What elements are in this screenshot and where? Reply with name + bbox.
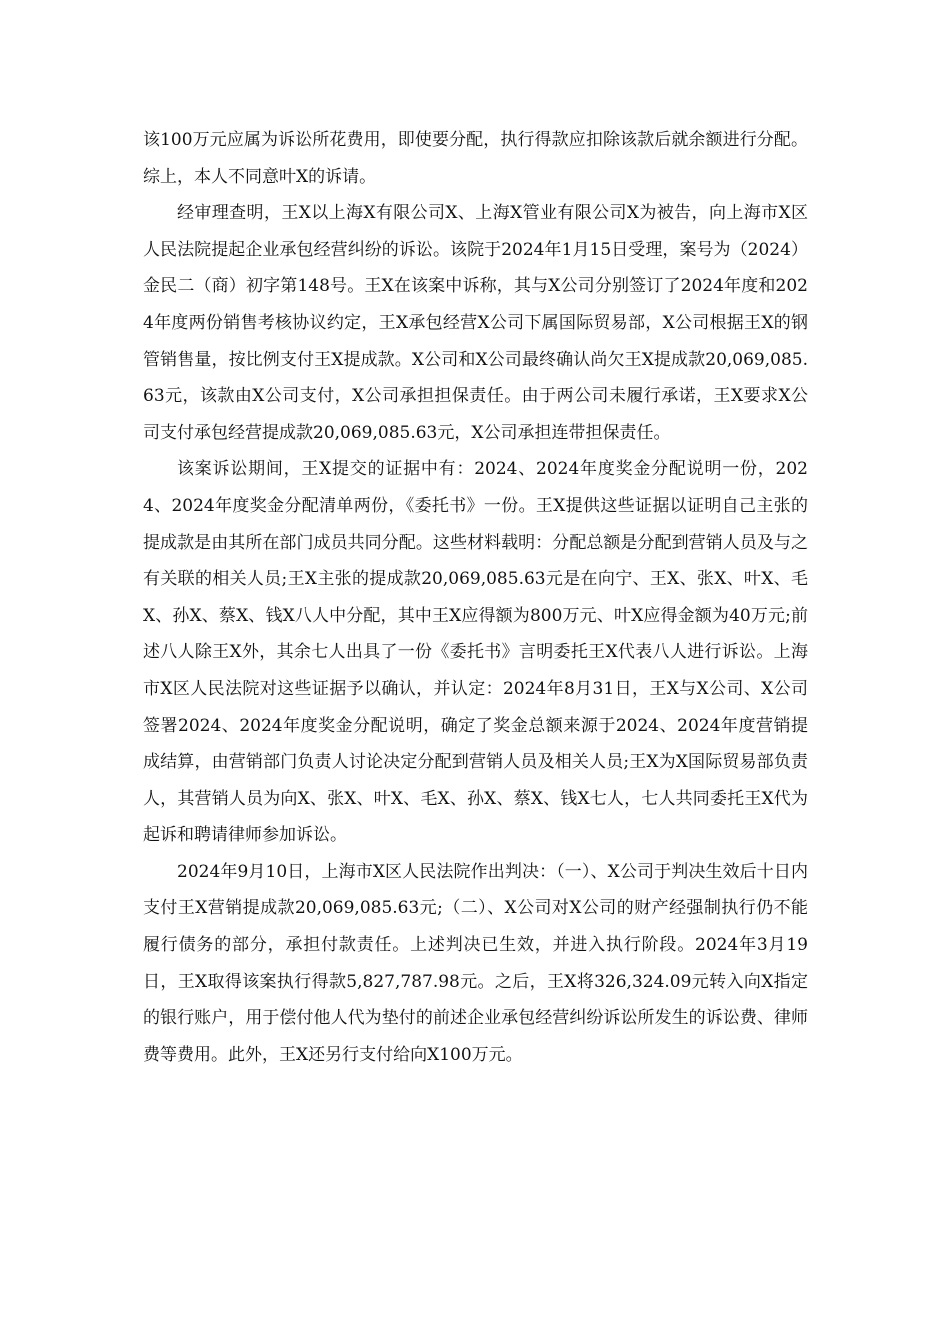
paragraph-evidence: 该案诉讼期间，王X提交的证据中有：2024、2024年度奖金分配说明一份，2024、2024年度奖金分配清单两份，《委托书》一份。王X提供这些证据以证明自己主张的提成款是由其所在部门成员共同分配。这些材料载明：分配总额是分配到营销人员及与之有关联的相关人员;王X主张的提成款20,069,085.63元是在向宁、王X、张X、叶X、毛X、孙X、蔡X、钱X八人中分配，其中王X应得额为800万元、叶X应得金额为40万元;前述八人除王X外，其余七人出具了一份《委托书》言明委托王X代表八人进行诉讼。上海市X区人民法院对这些证据予以确认，并认定：2024年8月31日，王X与X公司、X公司签署2024、2024年度奖金分配说明，确定了奖金总额来源于2024、2024年度营销提成结算，由营销部门负责人讨论决定分配到营销人员及相关人员;王X为X国际贸易部负责人，其营销人员为向X、张X、叶X、毛X、孙X、蔡X、钱X七人，七人共同委托王X代为起诉和聘请律师参加诉讼。 xyxy=(143,459,808,846)
document-page xyxy=(143,122,808,1073)
paragraph-judgment: 2024年9月10日，上海市X区人民法院作出判决：（一）、X公司于判决生效后十日内支付王X营销提成款20,069,085.63元;（二）、X公司对X公司的财产经强制执行仍不能履行债务的部分，承担付款责任。上述判决已生效，并进入执行阶段。2024年3月19日，王X取得该案执行得款5,827,787.98元。之后，王X将326,324.09元转入向X指定的银行账户，用于偿付他人代为垫付的前述企业承包经营纠纷诉讼所发生的诉讼费、律师费等费用。此外，王X还另行支付给向X100万元。 xyxy=(143,861,808,1065)
paragraph-facts-finding: 经审理查明，王X以上海X有限公司X、上海X管业有限公司X为被告，向上海市X区人民法院提起企业承包经营纠纷的诉讼。该院于2024年1月15日受理，案号为（2024）金民二（商）初字第148号。王X在该案中诉称，其与X公司分别签订了2024年度和2024年度两份销售考核协议约定，王X承包经营X公司下属国际贸易部，X公司根据王X的钢管销售量，按比例支付王X提成款。X公司和X公司最终确认尚欠王X提成款20,069,085.63元，该款由X公司支付，X公司承担担保责任。由于两公司未履行承诺，王X要求X公司支付承包经营提成款20,069,085.63元，X公司承担连带担保责任。 xyxy=(143,203,808,443)
paragraph-continuation: 该100万元应属为诉讼所花费用，即使要分配，执行得款应扣除该款后就余额进行分配。综上，本人不同意叶X的诉请。 xyxy=(143,130,808,187)
